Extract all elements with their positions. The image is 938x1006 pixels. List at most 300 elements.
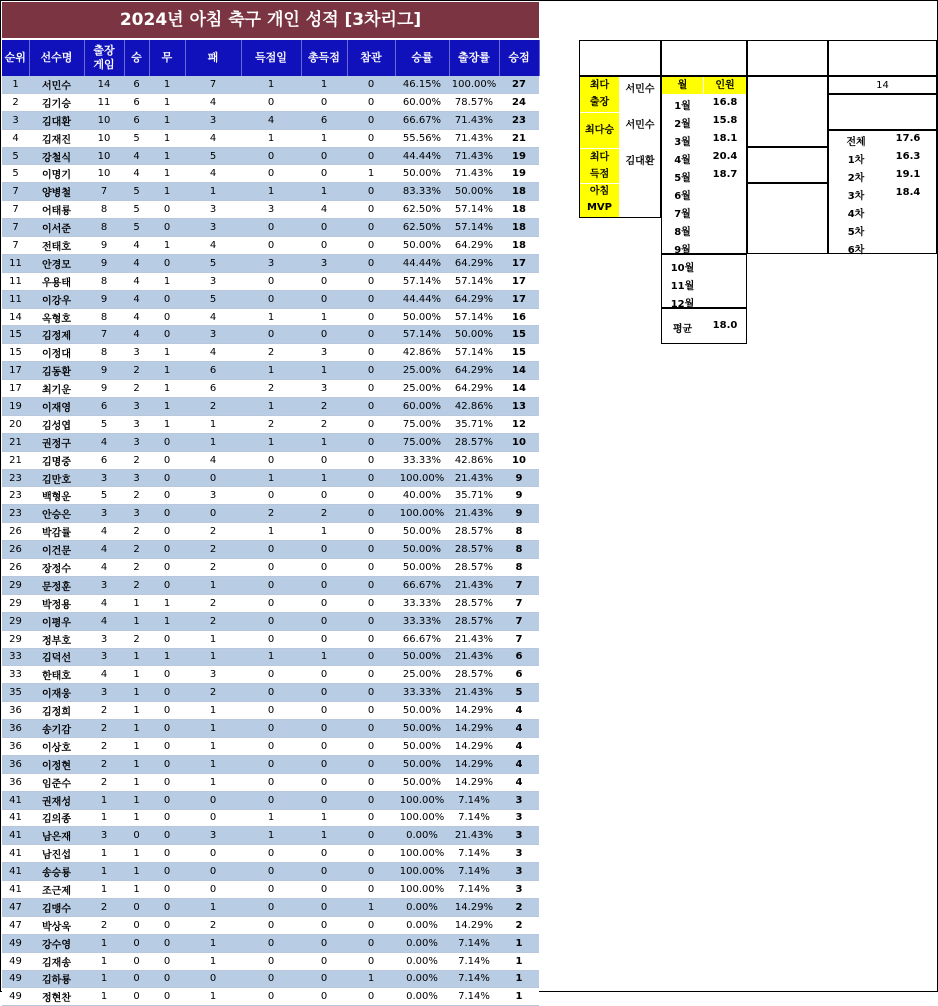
table-cell: 10 [84, 129, 124, 147]
table-row [2, 916, 539, 934]
table-cell: 5 [124, 219, 149, 237]
table-cell: 46.15% [395, 76, 449, 93]
table-row [2, 433, 539, 451]
monthly-month: 8월 [674, 227, 691, 238]
table-cell: 1 [124, 594, 149, 612]
table-cell: 35.71% [449, 415, 499, 433]
table-cell: 3 [124, 505, 149, 523]
table-cell: 0 [149, 308, 185, 326]
table-cell: 33 [2, 648, 29, 666]
table-cell: 2 [124, 630, 149, 648]
column-header: 무 [149, 40, 185, 76]
table-cell: 0.00% [395, 988, 449, 1006]
table-cell: 0 [241, 630, 301, 648]
table-cell: 9 [84, 254, 124, 272]
table-cell: 14.29% [449, 737, 499, 755]
table-cell: 0 [149, 827, 185, 845]
table-cell: 21 [499, 129, 539, 147]
table-cell: 40.00% [395, 487, 449, 505]
table-cell: 4 [185, 165, 241, 183]
table-cell: 0 [301, 791, 347, 809]
table-cell: 28.57% [449, 594, 499, 612]
table-cell: 3 [301, 380, 347, 398]
table-cell: 4 [301, 201, 347, 219]
table-cell: 7.14% [449, 988, 499, 1006]
table-cell: 전태호 [29, 237, 84, 255]
table-cell: 2 [185, 523, 241, 541]
table-cell: 3 [499, 791, 539, 809]
table-row [2, 254, 539, 272]
table-cell: 1 [149, 648, 185, 666]
table-cell: 7 [499, 576, 539, 594]
table-cell: 이서준 [29, 219, 84, 237]
table-cell: 1 [124, 791, 149, 809]
table-cell: 1 [149, 362, 185, 380]
table-cell: 4 [124, 290, 149, 308]
table-cell: 7.14% [449, 809, 499, 827]
newcomer-award-text: 신인상 [773, 163, 802, 174]
table-cell: 7.14% [449, 845, 499, 863]
table-cell: 2 [2, 93, 29, 111]
table-cell: 양병철 [29, 183, 84, 201]
table-cell: 0 [124, 988, 149, 1006]
table-cell: 50.00% [395, 720, 449, 738]
table-cell: 0 [241, 612, 301, 630]
table-cell: 0 [301, 684, 347, 702]
table-cell: 2 [499, 916, 539, 934]
table-cell: 0 [301, 290, 347, 308]
table-cell: 0 [241, 684, 301, 702]
table-cell: 이재웅 [29, 684, 84, 702]
table-cell: 8 [499, 559, 539, 577]
table-cell: 1 [499, 988, 539, 1006]
table-cell: 7.14% [449, 881, 499, 899]
table-cell: 21.43% [449, 576, 499, 594]
table-cell: 7 [499, 630, 539, 648]
table-cell: 김대환 [29, 111, 84, 129]
table-cell: 0.00% [395, 934, 449, 952]
table-cell: 0 [124, 827, 149, 845]
column-header: 총득점 [301, 40, 347, 76]
table-cell: 1 [84, 863, 124, 881]
table-cell: 64.29% [449, 237, 499, 255]
table-cell: 0 [301, 630, 347, 648]
table-cell: 1 [499, 952, 539, 970]
table-cell: 0 [347, 487, 395, 505]
table-cell: 안경모 [29, 254, 84, 272]
table-cell: 4 [185, 129, 241, 147]
table-cell: 0 [347, 576, 395, 594]
league-label: 3차 [847, 191, 865, 202]
monthly-count: 20.4 [712, 151, 738, 162]
table-cell: 8 [499, 523, 539, 541]
table-cell: 28.57% [449, 559, 499, 577]
table-cell: 이건문 [29, 541, 84, 559]
table-cell: 5 [185, 147, 241, 165]
table-cell: 1 [149, 344, 185, 362]
table-row [2, 630, 539, 648]
table-cell: 0 [301, 272, 347, 290]
table-cell: 11 [84, 93, 124, 111]
table-cell: 0 [241, 237, 301, 255]
table-cell: 3 [84, 684, 124, 702]
table-cell: 41 [2, 827, 29, 845]
table-cell: 1 [241, 433, 301, 451]
table-cell: 0 [241, 970, 301, 988]
table-cell: 0 [149, 970, 185, 988]
table-cell: 0 [347, 827, 395, 845]
table-cell: 2 [301, 415, 347, 433]
table-cell: 49 [2, 952, 29, 970]
table-cell: 1 [241, 648, 301, 666]
table-cell: 62.50% [395, 219, 449, 237]
table-cell: 0 [149, 737, 185, 755]
table-cell: 0 [149, 523, 185, 541]
table-cell: 0 [301, 147, 347, 165]
table-cell: 0 [347, 863, 395, 881]
table-cell: 1 [149, 129, 185, 147]
table-cell: 66.67% [395, 576, 449, 594]
table-cell: 6 [124, 111, 149, 129]
table-cell: 0 [149, 201, 185, 219]
table-cell: 3 [84, 630, 124, 648]
table-cell: 20 [2, 415, 29, 433]
table-cell: 75.00% [395, 415, 449, 433]
table-cell: 김정희 [29, 702, 84, 720]
table-cell: 0 [149, 559, 185, 577]
table-cell: 1 [124, 881, 149, 899]
table-cell: 7.14% [449, 791, 499, 809]
column-header: 승점 [499, 40, 539, 76]
monthly-month: 2월 [674, 119, 691, 130]
table-cell: 김명중 [29, 451, 84, 469]
table-cell: 3 [499, 845, 539, 863]
table-cell: 0 [301, 934, 347, 952]
table-cell: 1 [301, 362, 347, 380]
table-cell: 25.00% [395, 362, 449, 380]
table-cell: 1 [185, 415, 241, 433]
table-cell: 11 [2, 290, 29, 308]
table-cell: 64.29% [449, 254, 499, 272]
table-cell: 4 [185, 308, 241, 326]
table-cell: 33.33% [395, 684, 449, 702]
award-player-top-scorer: 김대환 [625, 156, 655, 167]
table-cell: 7 [499, 612, 539, 630]
table-cell: 3 [185, 666, 241, 684]
table-cell: 0 [124, 952, 149, 970]
table-cell: 5 [84, 487, 124, 505]
table-cell: 4 [499, 720, 539, 738]
table-cell: 0 [347, 272, 395, 290]
table-cell: 1 [84, 988, 124, 1006]
table-cell: 42.86% [395, 344, 449, 362]
table-cell: 0 [347, 183, 395, 201]
table-cell: 박정용 [29, 594, 84, 612]
table-cell: 3 [241, 254, 301, 272]
table-cell: 3 [124, 398, 149, 416]
table-cell: 0 [149, 469, 185, 487]
table-cell: 42.86% [449, 398, 499, 416]
table-cell: 0 [241, 165, 301, 183]
table-row [2, 863, 539, 881]
table-cell: 0 [241, 916, 301, 934]
table-cell: 8 [84, 201, 124, 219]
table-cell: 50.00% [395, 702, 449, 720]
table-cell: 0 [301, 219, 347, 237]
table-cell: 1 [301, 183, 347, 201]
table-cell: 3 [301, 254, 347, 272]
table-cell: 36 [2, 737, 29, 755]
table-cell: 3 [124, 469, 149, 487]
table-cell: 1 [149, 165, 185, 183]
table-cell: 36 [2, 773, 29, 791]
table-row [2, 702, 539, 720]
table-cell: 이정현 [29, 755, 84, 773]
table-cell: 0 [241, 487, 301, 505]
table-cell: 0 [301, 451, 347, 469]
table-cell: 3 [499, 881, 539, 899]
table-cell: 1 [347, 898, 395, 916]
table-cell: 50.00% [395, 755, 449, 773]
table-cell: 0 [241, 576, 301, 594]
table-cell: 0 [347, 773, 395, 791]
monthly-month: 10월 [670, 263, 695, 274]
table-row [2, 523, 539, 541]
table-cell: 1 [124, 773, 149, 791]
table-cell: 2 [124, 541, 149, 559]
table-cell: 0 [301, 237, 347, 255]
table-cell: 49 [2, 970, 29, 988]
table-cell: 2 [185, 612, 241, 630]
table-cell: 23 [499, 111, 539, 129]
table-cell: 1 [185, 702, 241, 720]
table-cell: 19 [499, 165, 539, 183]
monthly-avg-value: 18.0 [712, 320, 738, 331]
table-cell: 5 [185, 290, 241, 308]
table-cell: 1 [149, 398, 185, 416]
table-cell: 1 [124, 648, 149, 666]
table-cell: 1 [185, 773, 241, 791]
table-cell: 66.67% [395, 111, 449, 129]
table-cell: 0 [241, 845, 301, 863]
table-cell: 0 [347, 648, 395, 666]
table-cell: 김하룡 [29, 970, 84, 988]
table-cell: 1 [84, 809, 124, 827]
column-header: 출장률 [449, 40, 499, 76]
table-cell: 장정수 [29, 559, 84, 577]
table-cell: 62.50% [395, 201, 449, 219]
award-label-top-scorer: 최다 득점 [580, 149, 619, 183]
table-cell: 2 [499, 898, 539, 916]
table-cell: 4 [185, 237, 241, 255]
table-cell: 2 [84, 898, 124, 916]
table-cell: 0 [347, 147, 395, 165]
table-cell: 2 [84, 755, 124, 773]
table-row [2, 344, 539, 362]
monthly-month: 6월 [674, 191, 691, 202]
monthly-month: 12월 [670, 299, 695, 310]
table-cell: 김맹수 [29, 898, 84, 916]
table-cell: 1 [185, 988, 241, 1006]
table-row [2, 487, 539, 505]
table-cell: 33.33% [395, 451, 449, 469]
table-cell: 2 [241, 505, 301, 523]
table-cell: 1 [149, 237, 185, 255]
table-cell: 12 [499, 415, 539, 433]
table-cell: 4 [124, 165, 149, 183]
table-cell: 21 [2, 451, 29, 469]
table-cell: 0 [347, 934, 395, 952]
table-cell: 2 [185, 594, 241, 612]
table-cell: 18 [499, 201, 539, 219]
table-cell: 44.44% [395, 147, 449, 165]
table-cell: 4 [84, 666, 124, 684]
league-label: 5차 [847, 227, 865, 238]
table-cell: 남은재 [29, 827, 84, 845]
table-cell: 1 [301, 809, 347, 827]
column-header: 선수명 [29, 40, 84, 76]
table-cell: 0 [347, 362, 395, 380]
awards-header-text: 부문별 우수선수 [600, 45, 640, 71]
table-cell: 0.00% [395, 952, 449, 970]
table-cell: 13 [499, 398, 539, 416]
table-cell: 28.57% [449, 612, 499, 630]
table-row [2, 881, 539, 899]
table-cell: 2 [185, 916, 241, 934]
table-cell: 6 [499, 648, 539, 666]
table-cell: 57.14% [395, 272, 449, 290]
table-cell: 김기승 [29, 93, 84, 111]
table-cell: 21 [2, 433, 29, 451]
table-cell: 1 [185, 898, 241, 916]
table-cell: 0 [241, 934, 301, 952]
table-row [2, 398, 539, 416]
table-cell: 11 [2, 254, 29, 272]
table-cell: 2 [241, 344, 301, 362]
table-cell: 0 [301, 720, 347, 738]
table-cell: 0 [149, 755, 185, 773]
table-cell: 김재진 [29, 129, 84, 147]
table-row [2, 201, 539, 219]
table-row [2, 505, 539, 523]
table-cell: 33.33% [395, 612, 449, 630]
table-row [2, 898, 539, 916]
table-cell: 1 [149, 76, 185, 93]
table-cell: 2 [124, 487, 149, 505]
table-cell: 55.56% [395, 129, 449, 147]
table-cell: 28.57% [449, 541, 499, 559]
table-cell: 50.00% [449, 183, 499, 201]
table-cell: 0 [347, 344, 395, 362]
table-cell: 21.43% [449, 630, 499, 648]
table-row [2, 755, 539, 773]
table-row [2, 76, 539, 93]
table-cell: 10 [84, 165, 124, 183]
table-cell: 박상욱 [29, 916, 84, 934]
table-cell: 0 [347, 237, 395, 255]
award-player-most-wins: 서민수 [625, 120, 655, 131]
table-cell: 0 [149, 952, 185, 970]
table-cell: 49 [2, 988, 29, 1006]
table-cell: 0 [241, 594, 301, 612]
table-cell: 강수영 [29, 934, 84, 952]
table-cell: 이정대 [29, 344, 84, 362]
table-cell: 1 [124, 666, 149, 684]
table-cell: 0.00% [395, 827, 449, 845]
table-cell: 9 [499, 487, 539, 505]
table-cell: 60.00% [395, 398, 449, 416]
table-cell: 15 [499, 344, 539, 362]
table-cell: 71.43% [449, 129, 499, 147]
table-cell: 이상호 [29, 737, 84, 755]
monthly-header-text: 일 평균 출장 인원 [682, 45, 726, 71]
table-cell: 50.00% [395, 523, 449, 541]
table-cell: 50.00% [395, 165, 449, 183]
table-cell: 1 [301, 433, 347, 451]
table-cell: 64.29% [449, 290, 499, 308]
table-cell: 1 [241, 183, 301, 201]
table-cell: 0 [347, 523, 395, 541]
table-cell: 35.71% [449, 487, 499, 505]
table-cell: 5 [124, 183, 149, 201]
table-cell: 0 [149, 845, 185, 863]
table-row [2, 791, 539, 809]
table-cell: 14 [499, 362, 539, 380]
table-cell: 1 [241, 469, 301, 487]
table-row [2, 469, 539, 487]
table-cell: 0 [241, 863, 301, 881]
monthly-count: 18.7 [712, 169, 738, 180]
table-cell: 0 [301, 666, 347, 684]
table-cell: 36 [2, 720, 29, 738]
table-cell: 3 [185, 827, 241, 845]
table-cell: 1 [241, 308, 301, 326]
table-cell: 3 [301, 344, 347, 362]
table-cell: 0 [241, 559, 301, 577]
table-cell: 2 [241, 380, 301, 398]
table-cell: 7.14% [449, 934, 499, 952]
table-cell: 1 [84, 791, 124, 809]
table-cell: 15 [2, 326, 29, 344]
table-cell: 0 [301, 326, 347, 344]
table-cell: 0 [347, 451, 395, 469]
table-cell: 0 [347, 666, 395, 684]
table-cell: 0 [185, 845, 241, 863]
table-cell: 0 [185, 881, 241, 899]
table-cell: 김만호 [29, 469, 84, 487]
table-cell: 1 [347, 165, 395, 183]
table-cell: 7 [2, 219, 29, 237]
table-cell: 0 [347, 988, 395, 1006]
table-cell: 7 [84, 183, 124, 201]
table-cell: 25.00% [395, 666, 449, 684]
table-cell: 71.43% [449, 165, 499, 183]
table-row [2, 845, 539, 863]
table-cell: 0 [241, 219, 301, 237]
table-cell: 1 [84, 970, 124, 988]
table-row [2, 380, 539, 398]
table-cell: 0 [185, 469, 241, 487]
table-cell: 송기감 [29, 720, 84, 738]
table-cell: 1 [124, 684, 149, 702]
table-cell: 1 [301, 648, 347, 666]
table-cell: 33.33% [395, 594, 449, 612]
table-cell: 0 [149, 702, 185, 720]
table-cell: 0 [347, 702, 395, 720]
table-cell: 3 [84, 576, 124, 594]
table-cell: 21.43% [449, 827, 499, 845]
table-cell: 4 [84, 612, 124, 630]
